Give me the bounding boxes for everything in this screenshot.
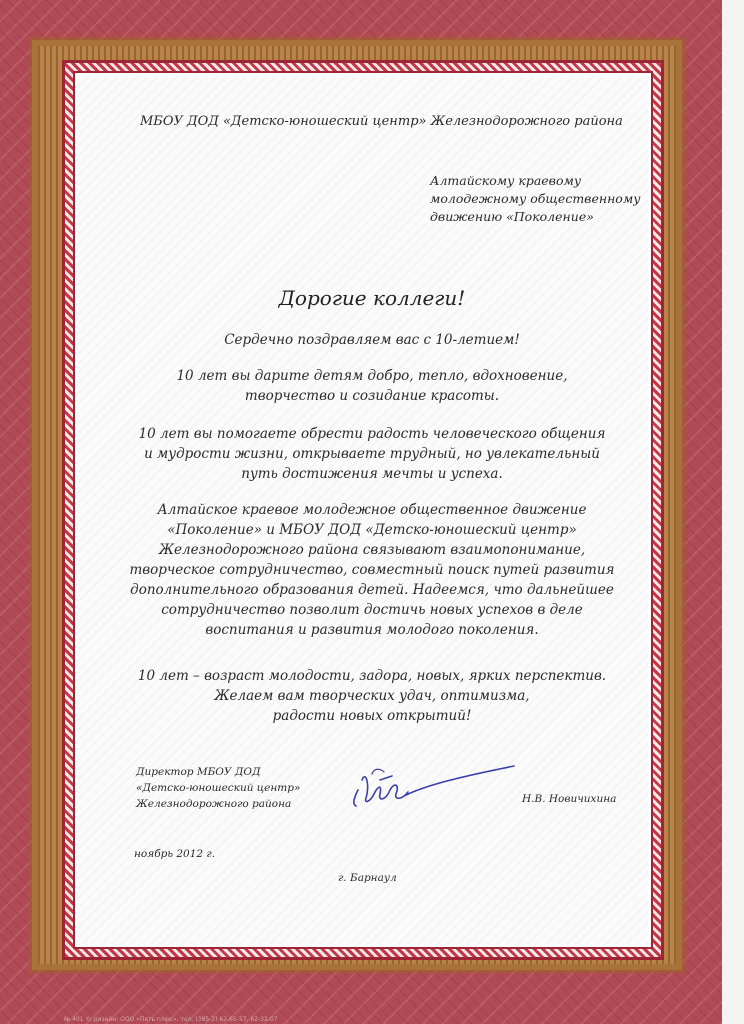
- paragraph-line: 10 лет вы помогаете обрести радость человеческого общения: [138, 426, 606, 442]
- position-line: Директор МБОУ ДОД: [136, 766, 261, 778]
- greeting-title: Дорогие коллеги!: [278, 286, 466, 310]
- paragraph-line: сотрудничество позволит достичь новых успехов в деле: [161, 602, 583, 618]
- paragraph-line: 10 лет – возраст молодости, задора, новых, ярких перспектив.: [137, 668, 607, 684]
- addressee-line: молодежному общественному: [430, 191, 641, 206]
- position-line: «Детско-юношеский центр»: [136, 782, 301, 794]
- signer-position: [136, 764, 300, 812]
- printer-imprint: № 401 © дизайн: ООО «Пять плюс», тел. (385-2) 62-65-57, 62-32-07: [64, 1016, 278, 1023]
- paragraph-line: путь достижения мечты и успеха.: [241, 466, 503, 482]
- organization-header: МБОУ ДОД «Детско-юношеский центр» Железнодорожного района: [140, 114, 623, 129]
- paragraph-line: воспитания и развития молодого поколения.: [205, 622, 539, 638]
- paragraph-line: Алтайское краевое молодежное общественное движение: [157, 502, 587, 518]
- addressee-line: Алтайскому краевому: [430, 173, 582, 188]
- document-city: г. Барнаул: [338, 872, 397, 884]
- document-date: ноябрь 2012 г.: [134, 848, 216, 860]
- paragraph-line: Желаем вам творческих удач, оптимизма,: [214, 688, 530, 704]
- paragraph-line: радости новых открытий!: [272, 708, 472, 724]
- paragraph-line: дополнительного образования детей. Надеемся, что дальнейшее: [130, 582, 614, 598]
- paragraph-kindness: [0, 366, 744, 406]
- paragraph-line: «Поколение» и МБОУ ДОД «Детско-юношеский центр»: [167, 522, 577, 538]
- paragraph-line: Сердечно поздравляем вас с 10-летием!: [224, 332, 520, 348]
- signer-name: Н.В. Новичихина: [522, 793, 617, 805]
- paragraph-joy: [0, 424, 744, 484]
- addressee-line: движению «Поколение»: [430, 209, 594, 224]
- handwritten-signature: [344, 760, 524, 816]
- position-line: Железнодорожного района: [136, 798, 292, 810]
- paragraph-wishes: [0, 666, 744, 726]
- paragraph-line: творческое сотрудничество, совместный поиск путей развития: [129, 562, 615, 578]
- paragraph-congratulation: [0, 330, 744, 350]
- paragraph-line: и мудрости жизни, открываете трудный, но увлекательный: [144, 446, 600, 462]
- paragraph-line: Железнодорожного района связывают взаимопонимание,: [158, 542, 586, 558]
- addressee-block: [430, 172, 640, 226]
- paragraph-cooperation: [0, 500, 744, 640]
- paragraph-line: 10 лет вы дарите детям добро, тепло, вдохновение,: [176, 368, 568, 384]
- paragraph-line: творчество и созидание красоты.: [244, 388, 500, 404]
